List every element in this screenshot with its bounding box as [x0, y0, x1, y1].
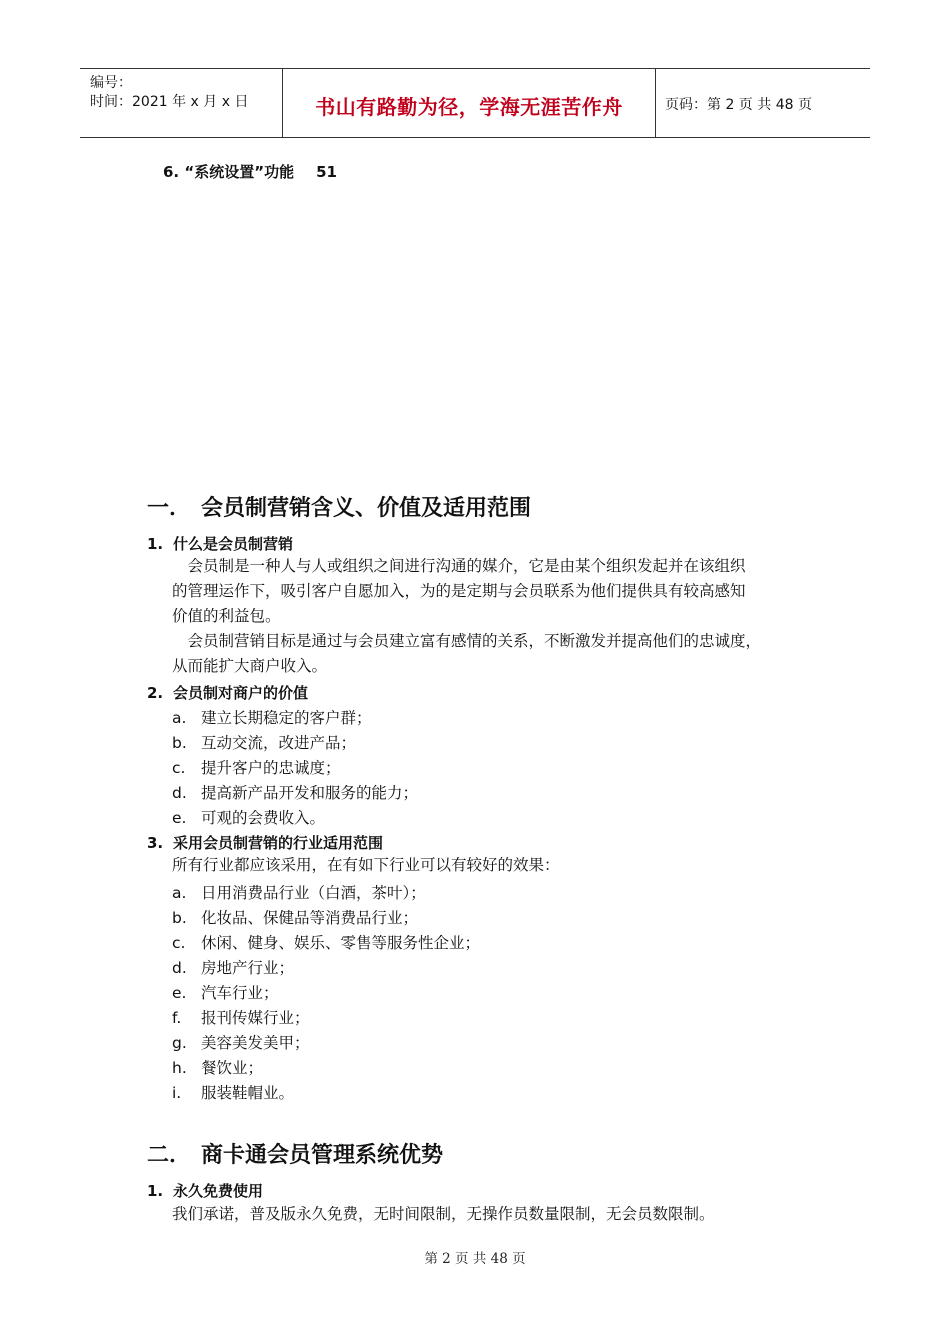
subsection-heading — [147, 533, 293, 554]
number-label: 编号： — [90, 75, 132, 91]
list-text: 房地产行业； — [201, 959, 295, 977]
list-mark: f. — [172, 1009, 182, 1027]
subsection-mark: 1. — [147, 1182, 164, 1200]
list-text: 休闲、健身、娱乐、零售等服务性企业； — [201, 934, 481, 952]
list-text: 餐饮业； — [201, 1059, 264, 1077]
subsection-title: 什么是会员制营销 — [173, 535, 294, 553]
section-title: 会员制营销含义、价值及适用范围 — [201, 496, 532, 521]
section-mark: 一． — [147, 496, 192, 521]
list-text: 提高新产品开发和服务的能力； — [201, 784, 419, 802]
list-mark: e. — [172, 984, 187, 1002]
header-center-cell — [282, 69, 656, 137]
header-right-cell — [655, 69, 870, 137]
subsection-title: 采用会员制营销的行业适用范围 — [173, 834, 384, 852]
page-info: 页码：第 2 页 共 48 页 — [665, 97, 812, 113]
page-header — [80, 68, 870, 138]
toc-entry[interactable] — [163, 161, 337, 182]
list-mark: c. — [172, 934, 186, 952]
section-title: 商卡通会员管理系统优势 — [201, 1143, 444, 1168]
list-mark: e. — [172, 809, 187, 827]
header-left-cell — [80, 69, 282, 137]
subsection-title: 会员制对商户的价值 — [173, 684, 309, 702]
list-text: 化妆品、保健品等消费品行业； — [201, 909, 419, 927]
list-text: 美容美发美甲； — [201, 1034, 310, 1052]
list-item — [172, 1031, 310, 1053]
subsection-heading — [147, 832, 383, 853]
subsection-title: 永久免费使用 — [173, 1182, 264, 1200]
section-heading-2 — [147, 1138, 443, 1169]
subsection-mark: 1. — [147, 535, 164, 553]
list-mark: b. — [172, 734, 187, 752]
paragraph — [172, 629, 761, 679]
paragraph: 我们承诺，普及版永久免费，无时间限制，无操作员数量限制，无会员数限制。 — [172, 1205, 715, 1223]
paragraph: 所有行业都应该采用，在有如下行业可以有较好的效果： — [172, 856, 560, 874]
list-item — [172, 756, 341, 778]
list-mark: a. — [172, 709, 187, 727]
list-mark: i. — [172, 1084, 182, 1102]
list-mark: a. — [172, 884, 187, 902]
list-text: 服装鞋帽业。 — [201, 1084, 295, 1102]
list-text: 建立长期稳定的客户群； — [201, 709, 372, 727]
paragraph-line: 价值的利益包。 — [172, 607, 281, 625]
list-mark: b. — [172, 909, 187, 927]
toc-label: 6. “系统设置”功能 — [163, 163, 295, 181]
paragraph-line: 从而能扩大商户收入。 — [172, 657, 328, 675]
list-mark: h. — [172, 1059, 187, 1077]
time-label: 时间：2021 年 x 月 x 日 — [90, 94, 249, 110]
list-item — [172, 1081, 294, 1103]
list-item — [172, 906, 418, 928]
paragraph — [172, 554, 746, 629]
section-heading-1 — [147, 491, 531, 522]
paragraph-line: 会员制是一种人与人或组织之间进行沟通的媒介，它是由某个组织发起并在该组织 — [172, 557, 746, 575]
list-mark: c. — [172, 759, 186, 777]
toc-page-number: 51 — [316, 163, 337, 181]
list-item — [172, 781, 418, 803]
list-text: 汽车行业； — [201, 984, 279, 1002]
subsection-mark: 3. — [147, 834, 164, 852]
paragraph-line: 的管理运作下，吸引客户自愿加入，为的是定期与会员联系为他们提供具有较高感知 — [172, 582, 746, 600]
list-item — [172, 706, 372, 728]
subsection-heading — [147, 682, 308, 703]
list-item — [172, 1006, 310, 1028]
page-footer: 第 2 页 共 48 页 — [424, 1251, 526, 1267]
list-item — [172, 956, 294, 978]
paragraph-line: 会员制营销目标是通过与会员建立富有感情的关系，不断激发并提高他们的忠诚度， — [172, 632, 762, 650]
list-item — [172, 931, 480, 953]
subsection-heading — [147, 1180, 263, 1201]
list-text: 报刊传媒行业； — [201, 1009, 310, 1027]
motto: 书山有路勤为径，学海无涯苦作舟 — [315, 95, 623, 119]
list-item — [172, 1056, 263, 1078]
list-mark: d. — [172, 959, 187, 977]
list-item — [172, 806, 325, 828]
list-item — [172, 981, 279, 1003]
list-mark: d. — [172, 784, 187, 802]
list-text: 互动交流，改进产品； — [201, 734, 357, 752]
list-text: 可观的会费收入。 — [201, 809, 326, 827]
list-item — [172, 881, 426, 903]
subsection-mark: 2. — [147, 684, 164, 702]
list-mark: g. — [172, 1034, 187, 1052]
list-text: 提升客户的忠诚度； — [201, 759, 341, 777]
section-mark: 二． — [147, 1143, 192, 1168]
list-item — [172, 731, 356, 753]
list-text: 日用消费品行业（白酒，茶叶）； — [201, 884, 426, 902]
